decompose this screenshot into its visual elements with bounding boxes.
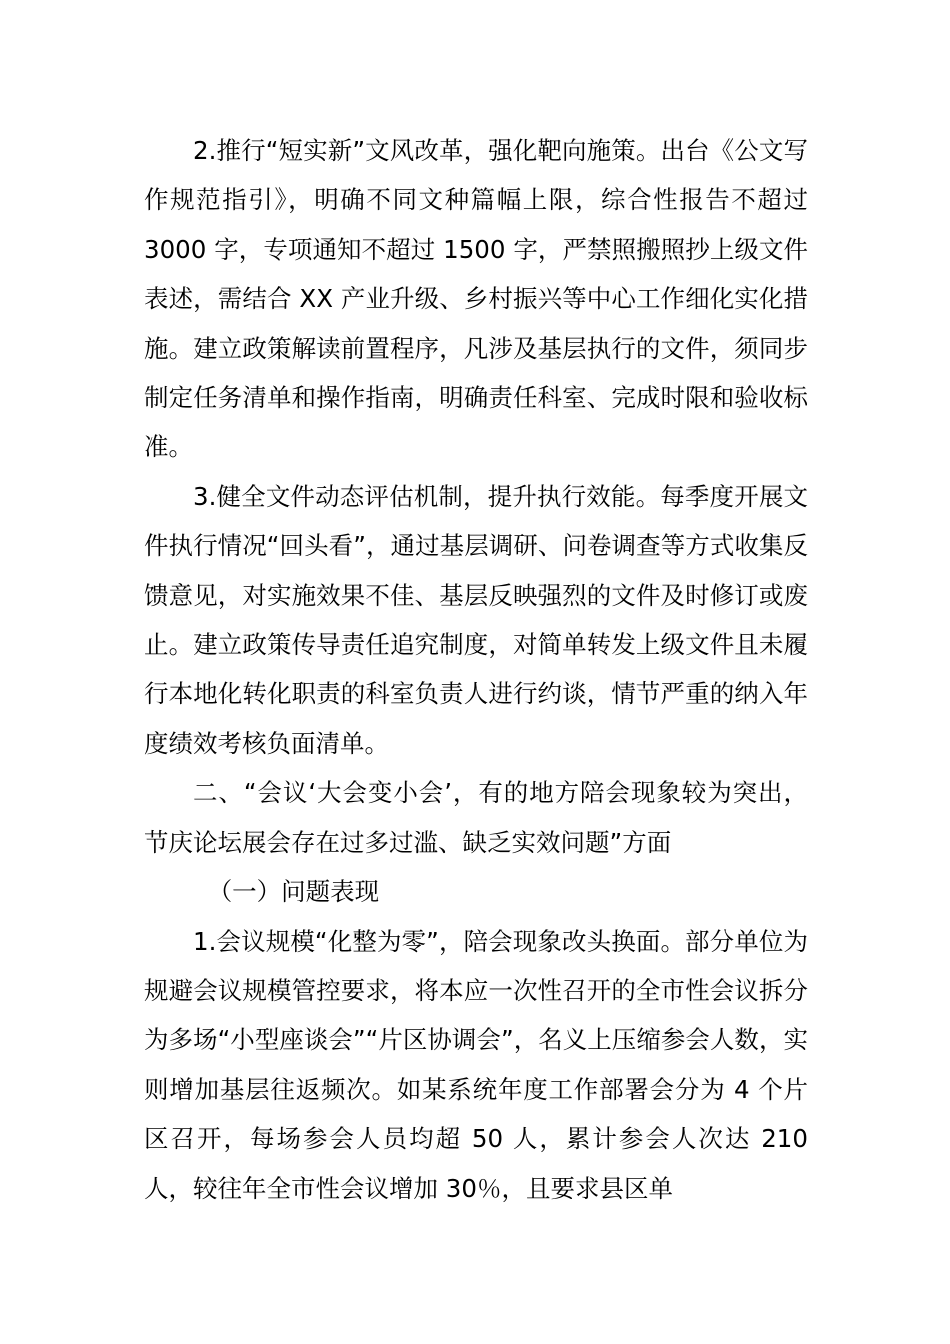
subsection-heading-problems: （一）问题表现 <box>207 877 380 907</box>
paragraph-short-style-reform: 2.推行“短实新”文风改革，强化靶向施策。出台《公文写作规范指引》，明确不同文种篇幅上限，综合性报告不超过 3000 字，专项通知不超过 1500 字，严禁照搬照抄上级文件表述，需结合 XX 产业升级、乡村振兴等中心工作细化实化措施。建立政策解读前置程序，凡涉及基层执行的文件，须同步制定任务清单和操作指南，明确责任科室、完成时限和验收标准。 <box>144 136 808 462</box>
paragraph-dynamic-evaluation: 3.健全文件动态评估机制，提升执行效能。每季度开展文件执行情况“回头看”，通过基层调研、问卷调查等方式收集反馈意见，对实施效果不佳、基层反映强烈的文件及时修订或废止。建立政策传导责任追究制度，对简单转发上级文件且未履行本地化转化职责的科室负责人进行约谈，情节严重的纳入年度绩效考核负面清单。 <box>144 481 808 758</box>
document-body <box>144 126 808 1213</box>
section-heading-meetings: 二、“会议‘大会变小会’，有的地方陪会现象较为突出，节庆论坛展会存在过多过滥、缺乏实效问题”方面 <box>144 778 808 857</box>
paragraph-meeting-scale: 1.会议规模“化整为零”，陪会现象改头换面。部分单位为规避会议规模管控要求，将本应一次性召开的全市性会议拆分为多场“小型座谈会”“片区协调会”，名义上压缩参会人数，实则增加基层往返频次。如某系统年度工作部署会分为 4 个片区召开，每场参会人员均超 50 人，累计参会人次达 210 人，较往年全市性会议增加 30％，且要求县区单 <box>144 926 808 1203</box>
